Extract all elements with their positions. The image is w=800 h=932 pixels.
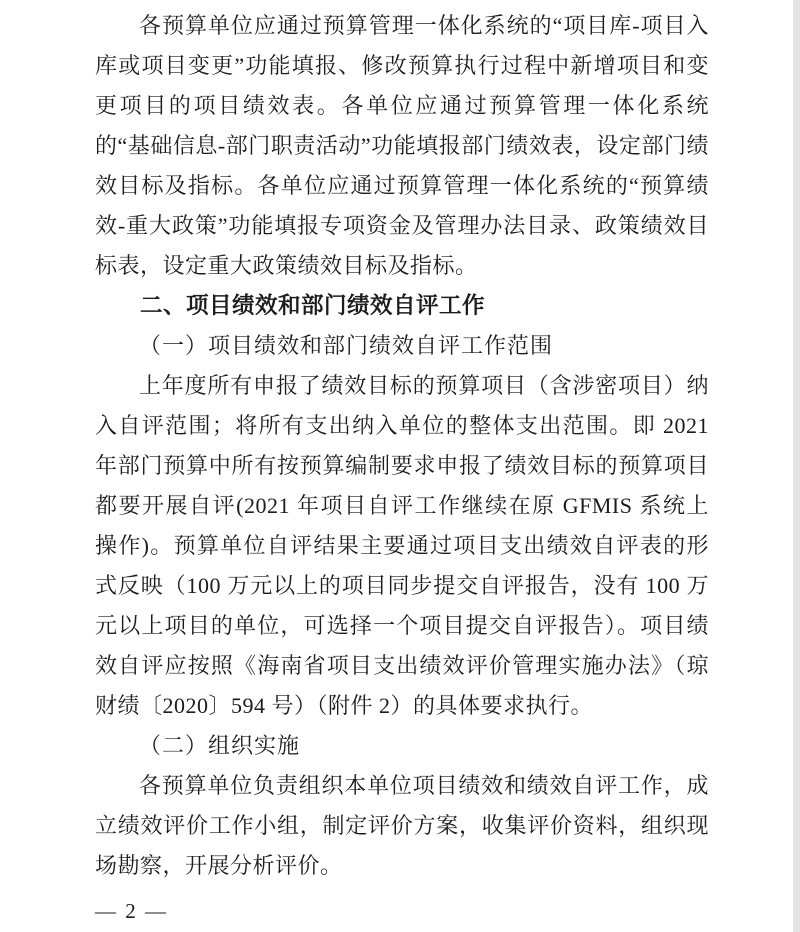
document-body xyxy=(95,6,709,926)
page-number: — 2 — xyxy=(95,899,168,923)
subsection-heading-scope: （一）项目绩效和部门绩效自评工作范围 xyxy=(139,333,554,358)
subsection-heading-implementation: （二）组织实施 xyxy=(139,733,301,758)
scan-edge-strip xyxy=(793,0,800,932)
paragraph-implementation-details: 各预算单位负责组织本单位项目绩效和绩效自评工作，成立绩效评价工作小组，制定评价方案，收集评价资料，组织现场勘察，开展分析评价。 xyxy=(95,773,709,878)
paragraph-scope-details: 上年度所有申报了绩效目标的预算项目（含涉密项目）纳入自评范围；将所有支出纳入单位的整体支出范围。即 2021 年部门预算中所有按预算编制要求申报了绩效目标的预算项目都要开展自评(2021 年项目自评工作继续在原 GFMIS 系统上操作)。预算单位自评结果主要通过项目支出绩效自评表的形式反映（100 万元以上的项目同步提交自评报告，没有 100 万元以上项目的单位，可选择一个项目提交自评报告）。项目绩效自评应按照《海南省项目支出绩效评价管理实施办法》（琼财绩〔2020〕594 号）（附件 2）的具体要求执行。 xyxy=(95,373,709,718)
section-heading-self-evaluation: 二、项目绩效和部门绩效自评工作 xyxy=(140,293,486,318)
paragraph-system-filing: 各预算单位应通过预算管理一体化系统的“项目库-项目入库或项目变更”功能填报、修改预算执行过程中新增项目和变更项目的项目绩效表。各单位应通过预算管理一体化系统的“基础信息-部门职责活动”功能填报部门绩效表，设定部门绩效目标及指标。各单位应通过预算管理一体化系统的“预算绩效-重大政策”功能填报专项资金及管理办法目录、政策绩效目标表，设定重大政策绩效目标及指标。 xyxy=(95,13,709,278)
